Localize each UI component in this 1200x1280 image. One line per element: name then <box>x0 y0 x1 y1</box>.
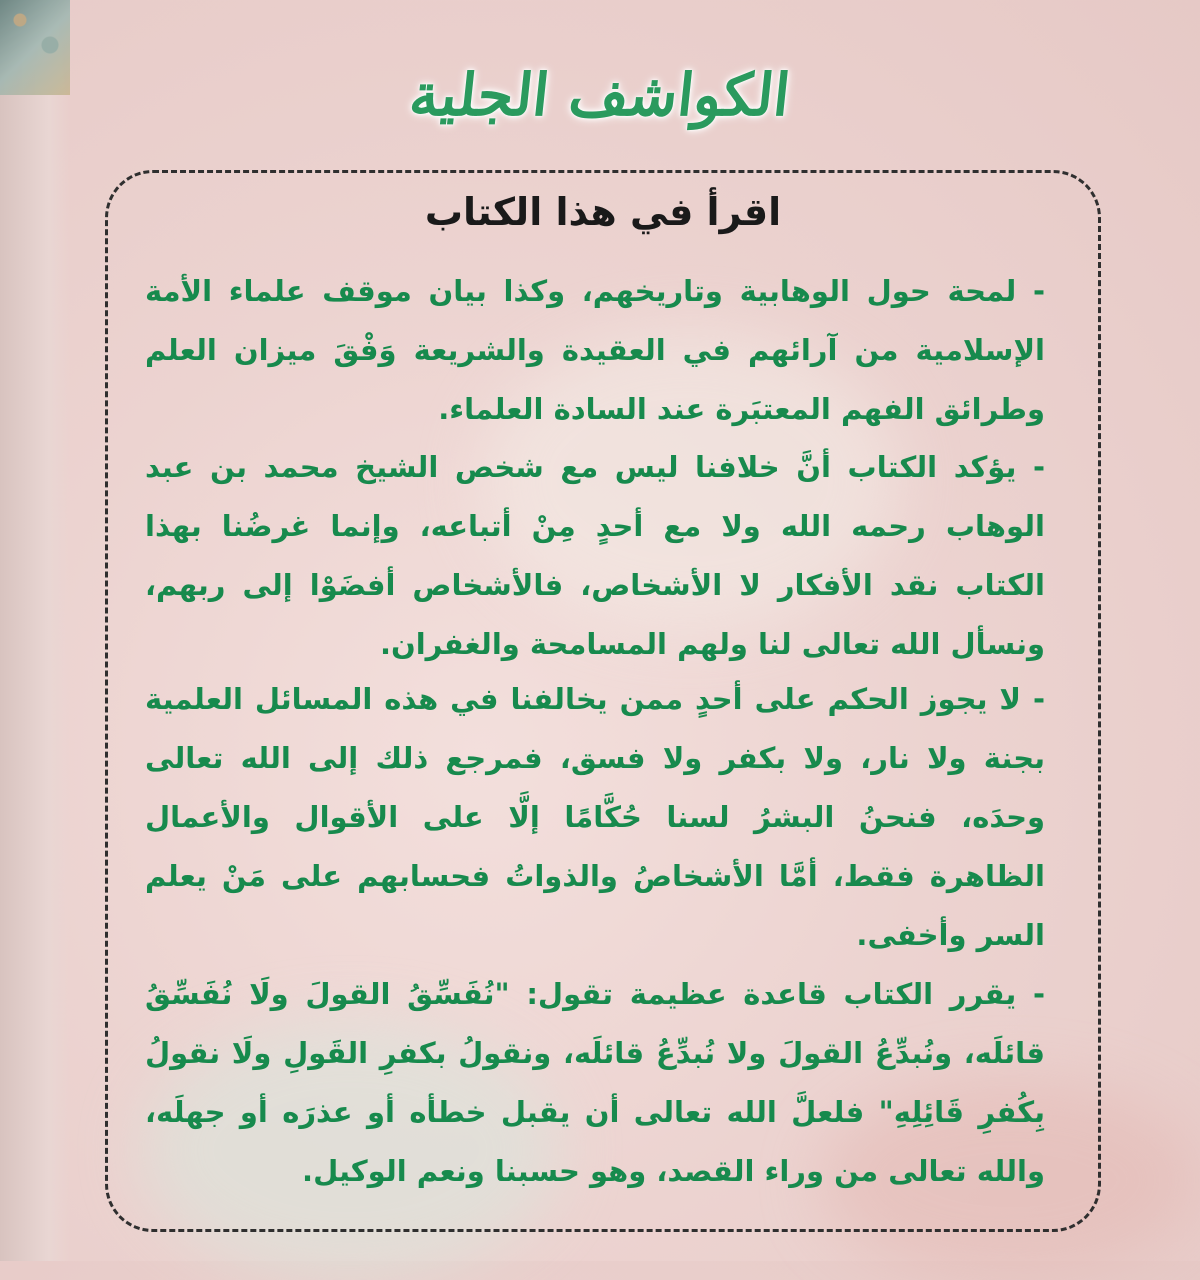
book-spine-edge <box>0 0 70 1261</box>
paragraph: - يقرر الكتاب قاعدة عظيمة تقول: "نُفَسِّقُ القولَ ولَا نُفَسِّقُ قائلَه، ونُبدِّعُ القولَ ولا نُبدِّعُ قائلَه، ونقولُ بكفرِ القَولِ ولَا نقولُ بِكُفرِ قَائِلِهِ" فلعلَّ الله تعالى أن يقبل خطأه أو عذرَه أو جهلَه، والله تعالى من وراء القصد، وهو حسبنا ونعم الوكيل. <box>145 977 1045 1188</box>
paragraph: - يؤكد الكتاب أنَّ خلافنا ليس مع شخص الشيخ محمد بن عبد الوهاب رحمه الله ولا مع أحدٍ مِنْ أتباعه، وإنما غرضُنا بهذا الكتاب نقد الأفكار لا الأشخاص، فالأشخاص أفضَوْا إلى ربهم، ونسأل الله تعالى لنا ولهم المسامحة والغفران. <box>145 450 1045 661</box>
section-heading: اقرأ في هذا الكتاب <box>424 190 782 234</box>
title-area <box>340 20 860 170</box>
book-title: الكواشف الجلية <box>406 61 794 129</box>
corner-ornament <box>0 0 70 95</box>
paragraph: - لا يجوز الحكم على أحدٍ ممن يخالفنا في هذه المسائل العلمية بجنة ولا نار، ولا بكفر ولا فسق، فمرجع ذلك إلى الله تعالى وحدَه، فنحنُ البشرُ لسنا حُكَّامًا إلَّا على الأقوال والأعمال الظاهرة فقط، أمَّا الأشخاصُ والذواتُ فحسابهم على مَنْ يعلم السر وأخفى. <box>145 682 1045 952</box>
paragraph: - لمحة حول الوهابية وتاريخهم، وكذا بيان موقف علماء الأمة الإسلامية من آرائهم في العقيدة والشريعة وَفْقَ ميزان العلم وطرائق الفهم المعتبَرة عند السادة العلماء. <box>145 274 1045 426</box>
